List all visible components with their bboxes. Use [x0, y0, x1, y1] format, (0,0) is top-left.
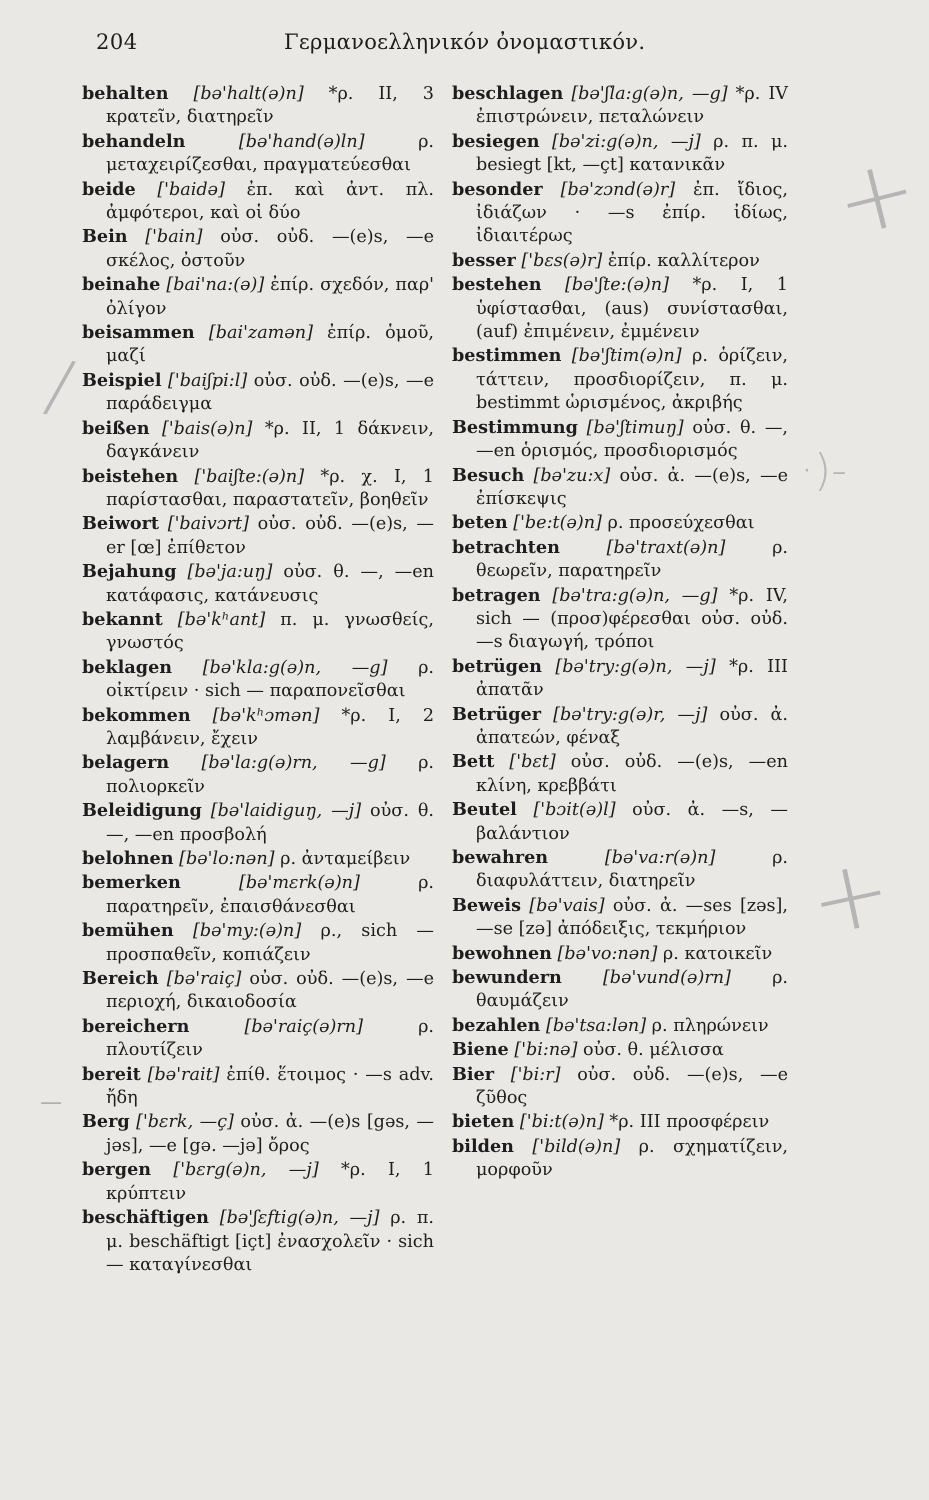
- dictionary-entry: [452, 1110, 788, 1134]
- definition: οὐσ. οὐδ. —(e)s, —e παράδειγμα: [106, 370, 434, 415]
- dictionary-entry: [452, 344, 788, 415]
- dictionary-entry: [82, 967, 434, 1015]
- definition: οὐσ. ἀ. —(e)s [gəs, —jəs], —e [gə. —jə] ὄρος: [106, 1112, 435, 1156]
- headword: Betrüger: [452, 703, 542, 725]
- left-column: [82, 82, 434, 1277]
- definition: οὐσ. οὐδ. —(e)s, —e σκέλος, ὀστοῦν: [106, 227, 434, 271]
- dictionary-entry: [452, 655, 788, 703]
- headword: Bett: [452, 751, 495, 773]
- dictionary-entry: [452, 894, 788, 942]
- dictionary-entry: [452, 511, 788, 535]
- pronunciation: [bə'va:r(ə)n]: [604, 848, 716, 868]
- pronunciation: ['baiʃte:(ə)n]: [194, 466, 305, 487]
- headword: beistehen: [82, 465, 179, 487]
- dictionary-entry: [82, 608, 434, 656]
- dictionary-entry: [452, 273, 788, 344]
- definition: ρ. μεταχειρίζεσθαι, πραγματεύεσθαι: [106, 131, 434, 176]
- headword: beinahe: [82, 274, 161, 296]
- pronunciation: [bə'halt(ə)n]: [193, 84, 304, 104]
- headword: beißen: [82, 417, 150, 439]
- definition: οὐσ. ἀ. —(e)s, —e ἐπίσκεψις: [476, 465, 788, 509]
- headword: bewohnen: [452, 942, 552, 964]
- pronunciation: ['bild(ə)n]: [532, 1136, 621, 1157]
- headword: Biene: [452, 1039, 509, 1061]
- headword: bilden: [452, 1135, 514, 1157]
- dictionary-entry: [82, 656, 434, 704]
- dictionary-entry: [452, 1014, 788, 1038]
- definition: ρ. ὁρίζειν, τάττειν, προσδιορίζειν, π. μ. bestimmt ὡρισμένος, ἀκριβής: [476, 346, 788, 414]
- headword: Bier: [452, 1063, 495, 1085]
- definition: ρ. διαφυλάττειν, διατηρεῖν: [476, 848, 789, 892]
- definition: ρ. ἀνταμείβειν: [280, 849, 411, 869]
- definition: ρ. κατοικεῖν: [662, 943, 773, 964]
- headword: Berg: [82, 1111, 130, 1133]
- dictionary-entry: [82, 417, 434, 465]
- headword: beisammen: [82, 322, 195, 344]
- headword: bewahren: [452, 847, 549, 868]
- headword: beschäftigen: [82, 1207, 209, 1229]
- dictionary-entry: [452, 178, 788, 249]
- definition: *ρ. IV ἐπιστρώνειν, πεταλώνειν: [476, 84, 789, 128]
- pronunciation: [bə'tra:g(ə)n, —g]: [552, 585, 718, 606]
- definition: ρ., sich — προσπαθεῖν, κοπιάζειν: [106, 921, 435, 965]
- definition: οὐσ. θ. —, —en κατάφασις, κατάνευσις: [106, 562, 435, 606]
- dictionary-entry: [82, 512, 434, 560]
- dictionary-entry: [82, 847, 434, 871]
- headword: behalten: [82, 83, 169, 104]
- definition: οὐσ. ἀ. —ses [zəs], —se [zə] ἀπόδειξις, τεκμήριον: [476, 895, 789, 940]
- pronunciation: [bai'zamən]: [208, 323, 313, 344]
- headword: Beleidigung: [82, 800, 202, 822]
- headword: beten: [452, 512, 508, 534]
- headword: besiegen: [452, 130, 540, 152]
- definition: οὐσ. θ. —, —en προσβολή: [106, 801, 435, 845]
- headword: bemühen: [82, 920, 174, 942]
- pronunciation: ['bais(ə)n]: [161, 418, 253, 439]
- pronunciation: [bə'ʃtimuŋ]: [586, 417, 684, 438]
- headword: beschlagen: [452, 83, 564, 104]
- pronunciation: [bə'traxt(ə)n]: [606, 537, 726, 558]
- definition: ἐπίρ. ὁμοῦ, μαζί: [106, 323, 435, 367]
- pronunciation: ['baiʃpi:l]: [168, 370, 248, 391]
- definition: οὐσ. ἀ. —s, — βαλάντιον: [476, 800, 789, 844]
- definition: ἐπίρ. καλλίτερον: [607, 250, 760, 271]
- definition: ρ. π. μ. beschäftigt [içt] ἐνασχολεῖν · sich — καταγίνεσθαι: [106, 1208, 434, 1275]
- dictionary-entry: [82, 321, 434, 369]
- right-column: [452, 82, 788, 1183]
- definition: οὐσ. οὐδ. —(e)s, —en κλίνη, κρεββάτι: [476, 752, 789, 796]
- definition: π. μ. γνωσθείς, γνωστός: [106, 609, 434, 654]
- dictionary-entry: [452, 249, 788, 273]
- definition: *ρ. III ἀπατᾶν: [476, 656, 789, 701]
- dictionary-entry: [452, 942, 788, 966]
- definition: *ρ. I, 1 ὑφίστασθαι, (aus) συνίστασθαι, (auf) ἐπιμένειν, ἐμμένειν: [476, 275, 788, 343]
- headword: Bein: [82, 226, 128, 248]
- pronunciation: [bə'ʃtim(ə)n]: [571, 346, 682, 367]
- headword: bestimmen: [452, 345, 562, 367]
- headword: Bestimmung: [452, 416, 578, 438]
- definition: *ρ. III προσφέρειν: [609, 1112, 770, 1133]
- pronunciation: [bə'la:g(ə)rn, —g]: [201, 753, 386, 774]
- headword: betragen: [452, 584, 541, 606]
- dictionary-entry: [82, 799, 434, 847]
- dictionary-entry: [82, 465, 434, 513]
- dictionary-entry: [452, 703, 788, 751]
- headword: bereit: [82, 1063, 141, 1085]
- dictionary-entry: [452, 584, 788, 655]
- dictionary-entry: [82, 751, 434, 799]
- page-number: 204: [96, 30, 138, 54]
- dictionary-entry: [82, 369, 434, 417]
- headword: besser: [452, 249, 516, 271]
- dictionary-entry: [82, 82, 434, 130]
- definition: ρ. πλουτίζειν: [106, 1016, 435, 1061]
- pronunciation: [bə'zɔnd(ə)r]: [560, 179, 676, 200]
- pronunciation: [bə'rait]: [147, 1064, 220, 1085]
- pronunciation: ['bɔit(ə)l]: [533, 800, 616, 821]
- pencil-mark: ·)-: [800, 445, 848, 496]
- pronunciation: ['bi:t(ə)n]: [519, 1112, 604, 1133]
- pronunciation: [bə'zi:g(ə)n, —j]: [551, 131, 701, 152]
- pronunciation: [bə'kla:g(ə)n, —g]: [202, 657, 388, 678]
- definition: οὐσ. οὐδ. —(e)s, —er [œ] ἐπίθετον: [106, 514, 434, 558]
- definition: ρ. πολιορκεῖν: [106, 753, 435, 797]
- pronunciation: [bə'kʰant]: [177, 609, 266, 630]
- pronunciation: [bə'my:(ə)n]: [192, 921, 302, 942]
- headword: bezahlen: [452, 1014, 541, 1036]
- definition: ρ. παρατηρεῖν, ἐπαισθάνεσθαι: [106, 873, 435, 917]
- definition: ρ. σχηματίζειν, μορφοῦν: [476, 1136, 788, 1181]
- dictionary-entry: [452, 750, 788, 798]
- running-title: Γερμανοελληνικόν ὀνομαστικόν.: [284, 30, 646, 54]
- headword: besonder: [452, 178, 543, 200]
- headword: bestehen: [452, 274, 542, 296]
- dictionary-entry: [82, 1206, 434, 1277]
- definition: ρ. προσεύχεσθαι: [607, 513, 755, 534]
- pronunciation: ['baivɔrt]: [167, 514, 249, 535]
- headword: bereichern: [82, 1015, 190, 1037]
- definition: *ρ. II, 1 δάκνειν, δαγκάνειν: [106, 418, 434, 463]
- pronunciation: [bə'mɛrk(ə)n]: [238, 873, 360, 894]
- pronunciation: ['bɛrg(ə)n, —j]: [173, 1160, 319, 1181]
- dictionary-entry: [452, 1038, 788, 1062]
- dictionary-entry: [452, 846, 788, 894]
- definition: οὐσ. ἀ. ἀπατεών, φέναξ: [476, 704, 788, 748]
- definition: ἐπίθ. ἕτοιμος · —s adv. ἤδη: [106, 1064, 434, 1109]
- dictionary-entry: [452, 130, 788, 178]
- headword: belagern: [82, 752, 170, 774]
- definition: ρ. θαυμάζειν: [476, 968, 789, 1012]
- headword: bergen: [82, 1159, 152, 1181]
- pronunciation: [bə'tsa:lən]: [545, 1015, 647, 1036]
- definition: ἐπίρ. σχεδόν, παρ' ὀλίγον: [106, 275, 435, 319]
- pronunciation: [bə'zu:x]: [533, 465, 611, 486]
- pronunciation: [bə'lo:nən]: [179, 849, 275, 869]
- dictionary-entry: [452, 1135, 788, 1183]
- definition: οὐσ. θ. —, —en ὁρισμός, προσδιορισμός: [476, 417, 789, 462]
- pronunciation: [bə'vais]: [529, 895, 605, 916]
- dictionary-entry: [82, 1158, 434, 1206]
- pronunciation: [bə'vund(ə)rn]: [602, 968, 731, 989]
- pronunciation: [bə'try:g(ə)n, —j]: [555, 656, 716, 677]
- dictionary-entry: [82, 871, 434, 919]
- headword: bewundern: [452, 967, 562, 989]
- headword: Beutel: [452, 799, 517, 821]
- pencil-cross-mark: +: [823, 131, 929, 261]
- definition: *ρ. IV, sich — (προσ)φέρεσθαι οὐσ. οὐδ. —s διαγωγή, τρόποι: [476, 585, 789, 653]
- headword: betrügen: [452, 655, 542, 677]
- dictionary-entry: [452, 966, 788, 1014]
- definition: *ρ. II, 3 κρατεῖν, διατηρεῖν: [106, 84, 435, 128]
- headword: Beweis: [452, 894, 521, 916]
- headword: bemerken: [82, 872, 181, 894]
- pronunciation: ['bi:nə]: [514, 1040, 578, 1061]
- pencil-slash-mark: /: [39, 343, 80, 429]
- headword: betrachten: [452, 536, 560, 558]
- pencil-dash-mark: —: [40, 1090, 62, 1115]
- definition: ἐπ. ἴδιος, ἰδιάζων · —s ἐπίρ. ἰδίως, ἰδιαιτέρως: [476, 179, 789, 247]
- headword: Beiwort: [82, 513, 160, 535]
- dictionary-entry: [452, 536, 788, 584]
- definition: ἐπ. καὶ ἀντ. πλ. ἀμφότεροι, καὶ οἱ δύο: [106, 179, 435, 224]
- definition: οὐσ. θ. μέλισσα: [583, 1040, 724, 1061]
- definition: ρ. πληρώνειν: [651, 1015, 769, 1036]
- pronunciation: [bai'na:(ə)]: [166, 275, 265, 296]
- pronunciation: ['bɛt]: [509, 752, 556, 773]
- pronunciation: ['baidə]: [157, 179, 225, 200]
- dictionary-entry: [82, 225, 434, 273]
- headword: behandeln: [82, 130, 186, 152]
- headword: bieten: [452, 1111, 515, 1133]
- headword: beklagen: [82, 656, 173, 678]
- definition: *ρ. χ. I, 1 παρίστασθαι, παραστατεῖν, βοηθεῖν: [106, 466, 434, 510]
- definition: *ρ. I, 1 κρύπτειν: [106, 1160, 434, 1204]
- pronunciation: ['bain]: [145, 227, 203, 248]
- headword: bekannt: [82, 608, 163, 630]
- pronunciation: [bə'ʃte:(ə)n]: [565, 275, 669, 296]
- pronunciation: [bə'raiç]: [166, 969, 242, 990]
- headword: Beispiel: [82, 369, 162, 391]
- dictionary-entry: [452, 82, 788, 130]
- dictionary-entry: [82, 273, 434, 321]
- pronunciation: [bə'hand(ə)ln]: [238, 131, 365, 152]
- dictionary-entry: [452, 464, 788, 512]
- pronunciation: ['bɛrk, —ç]: [136, 1112, 234, 1133]
- pronunciation: [bə'laidiguŋ, —j]: [210, 801, 362, 822]
- pronunciation: [bə'ʃla:g(ə)n, —g]: [571, 84, 728, 104]
- headword: beide: [82, 178, 136, 200]
- pronunciation: [bə'raiç(ə)rn]: [244, 1016, 363, 1037]
- headword: belohnen: [82, 848, 174, 869]
- headword: bekommen: [82, 704, 191, 726]
- definition: ρ. οἰκτίρειν · sich — παραπονεῖσθαι: [106, 657, 434, 702]
- pronunciation: ['be:t(ə)n]: [513, 513, 602, 534]
- headword: Besuch: [452, 464, 525, 486]
- dictionary-entry: [82, 1015, 434, 1063]
- definition: ρ. π. μ. besiegt [kt, —çt] κατανικᾶν: [476, 131, 789, 176]
- dictionary-entry: [82, 704, 434, 752]
- dictionary-entry: [82, 130, 434, 178]
- headword: Bejahung: [82, 561, 177, 583]
- dictionary-entry: [452, 416, 788, 464]
- pronunciation: [bə'vo:nən]: [557, 943, 658, 964]
- dictionary-entry: [82, 560, 434, 608]
- definition: *ρ. I, 2 λαμβάνειν, ἔχειν: [106, 705, 435, 749]
- pronunciation: [bə'ʃɛftig(ə)n, —j]: [219, 1208, 380, 1229]
- dictionary-entry: [82, 1063, 434, 1111]
- definition: οὐσ. οὐδ. —(e)s, —e ζῦθος: [476, 1064, 788, 1109]
- pronunciation: [bə'ja:uŋ]: [187, 562, 273, 583]
- pencil-cross-mark: +: [799, 832, 902, 960]
- dictionary-entry: [82, 1110, 434, 1158]
- definition: οὐσ. οὐδ. —(e)s, —e περιοχή, δικαιοδοσία: [106, 969, 434, 1013]
- dictionary-entry: [82, 178, 434, 226]
- pronunciation: ['bi:r]: [510, 1064, 561, 1085]
- dictionary-entry: [452, 1063, 788, 1111]
- definition: ρ. θεωρεῖν, παρατηρεῖν: [476, 537, 789, 582]
- pronunciation: ['bɛs(ə)r]: [521, 250, 603, 271]
- dictionary-entry: [82, 919, 434, 967]
- page-header: [0, 30, 898, 64]
- dictionary-entry: [452, 798, 788, 846]
- pronunciation: [bə'kʰɔmən]: [212, 705, 320, 726]
- pronunciation: [bə'try:g(ə)r, —j]: [553, 704, 708, 725]
- headword: Bereich: [82, 968, 159, 990]
